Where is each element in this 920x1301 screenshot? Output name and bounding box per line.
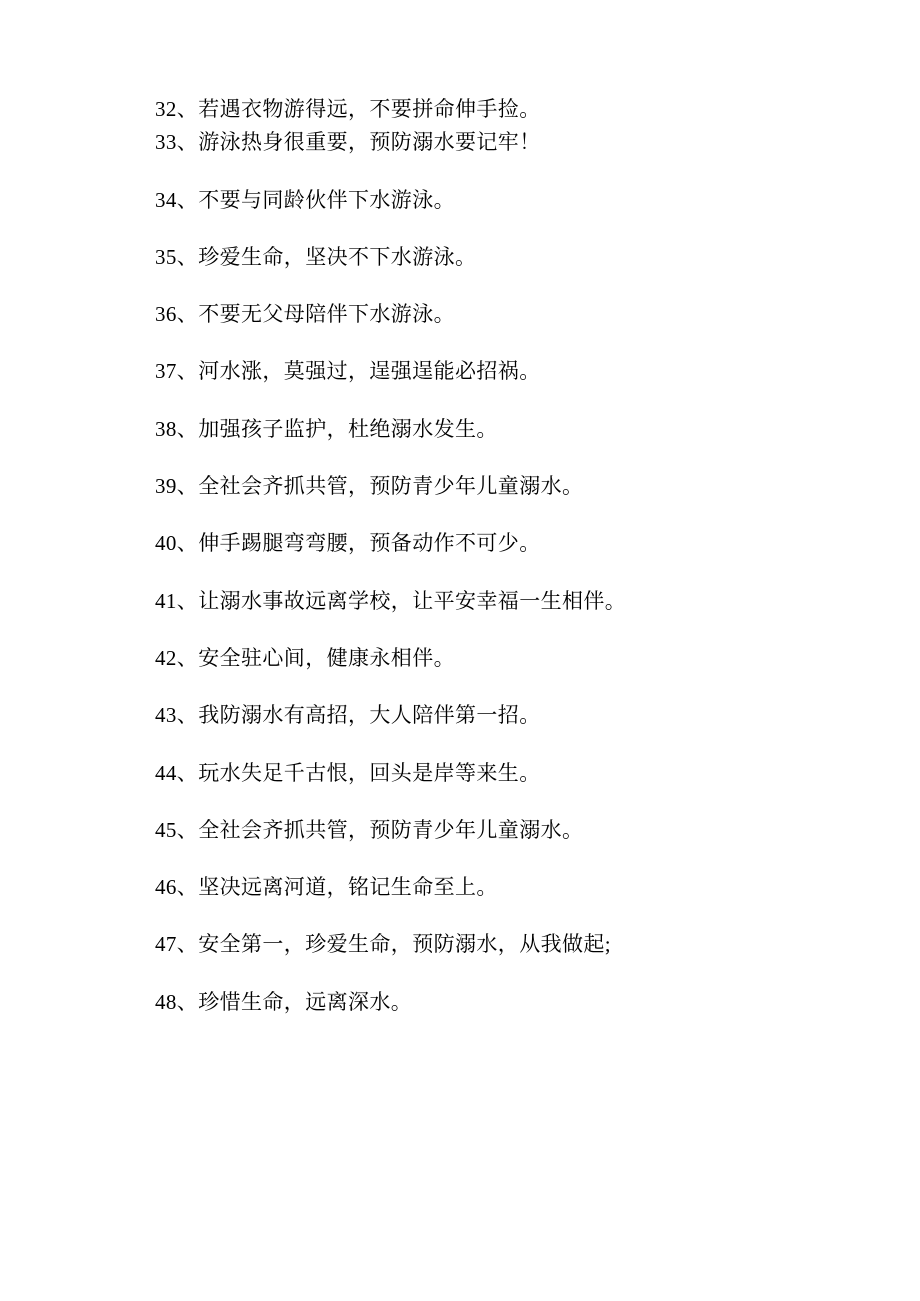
list-item: 47、安全第一，珍爱生命，预防溺水，从我做起;	[155, 932, 612, 957]
list-item: 38、加强孩子监护，杜绝溺水发生。	[155, 416, 498, 441]
list-item: 40、伸手踢腿弯弯腰，预备动作不可少。	[155, 531, 541, 556]
list-item: 36、不要无父母陪伴下水游泳。	[155, 302, 455, 327]
list-item: 42、安全驻心间，健康永相伴。	[155, 645, 455, 670]
list-item: 43、我防溺水有高招，大人陪伴第一招。	[155, 703, 541, 728]
list-item: 41、让溺水事故远离学校，让平安幸福一生相伴。	[155, 588, 627, 613]
list-item: 33、游泳热身很重要，预防溺水要记牢！	[155, 130, 541, 155]
list-item: 44、玩水失足千古恨，回头是岸等来生。	[155, 760, 541, 785]
list-item: 48、珍惜生命，远离深水。	[155, 989, 413, 1014]
list-item: 45、全社会齐抓共管，预防青少年儿童溺水。	[155, 817, 584, 842]
list-item: 46、坚决远离河道，铭记生命至上。	[155, 875, 498, 900]
list-item: 34、不要与同龄伙伴下水游泳。	[155, 187, 455, 212]
document-body	[155, 96, 740, 1016]
list-item: 32、若遇衣物游得远，不要拼命伸手捡。	[155, 97, 541, 121]
list-item: 37、河水涨，莫强过，逞强逞能必招祸。	[155, 359, 541, 384]
list-item: 39、全社会齐抓共管，预防青少年儿童溺水。	[155, 474, 584, 499]
list-item: 35、珍爱生命，坚决不下水游泳。	[155, 244, 477, 269]
